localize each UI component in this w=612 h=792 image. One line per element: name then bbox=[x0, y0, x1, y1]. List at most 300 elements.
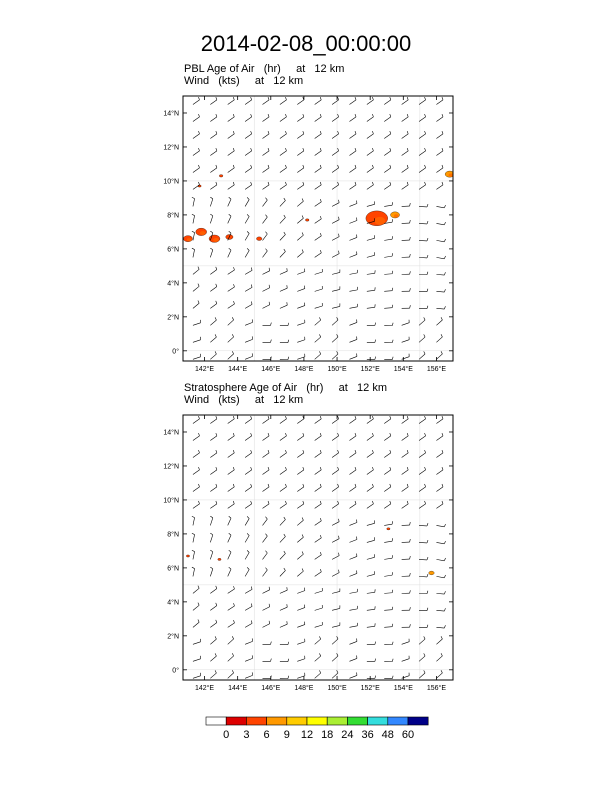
wind-barb bbox=[280, 323, 289, 326]
wind-barb bbox=[332, 467, 339, 474]
wind-barb bbox=[228, 248, 231, 257]
wind-barb bbox=[280, 587, 287, 593]
colorbar-swatch bbox=[408, 717, 428, 725]
wind-barb bbox=[245, 467, 252, 474]
colorbar bbox=[206, 717, 428, 741]
wind-barb bbox=[436, 148, 443, 155]
wind-barb bbox=[349, 623, 357, 627]
wind-barb bbox=[297, 450, 304, 457]
wind-barb bbox=[263, 182, 270, 189]
wind-barb bbox=[193, 267, 199, 275]
wind-barb bbox=[228, 214, 231, 223]
wind-barb bbox=[349, 520, 356, 526]
wind-barb bbox=[436, 334, 442, 342]
colorbar-swatch bbox=[287, 717, 307, 725]
wind-barb bbox=[263, 285, 270, 292]
wind-barb bbox=[367, 357, 376, 360]
wind-barb bbox=[297, 337, 305, 343]
wind-barb bbox=[210, 284, 216, 291]
wind-barb bbox=[349, 148, 356, 155]
y-tick-label: 12°N bbox=[163, 144, 179, 152]
wind-barb bbox=[315, 233, 322, 240]
x-tick-label: 144°E bbox=[228, 685, 248, 692]
wind-barb bbox=[332, 433, 339, 440]
wind-barb bbox=[349, 165, 356, 172]
wind-barb bbox=[245, 268, 252, 275]
wind-barb bbox=[210, 182, 217, 189]
wind-barb bbox=[349, 182, 356, 189]
colorbar-label: 9 bbox=[283, 729, 290, 741]
wind-barb bbox=[280, 357, 289, 360]
wind-barb bbox=[263, 467, 270, 474]
wind-barb bbox=[315, 182, 322, 189]
wind-barb bbox=[280, 467, 287, 474]
wind-barb bbox=[263, 232, 268, 241]
wind-barb bbox=[280, 450, 287, 457]
colorbar-swatch bbox=[226, 717, 246, 725]
wind-barb bbox=[280, 676, 289, 679]
wind-barb bbox=[280, 659, 289, 662]
wind-barb bbox=[367, 270, 375, 274]
wind-barb bbox=[315, 501, 322, 508]
wind-barb bbox=[263, 215, 268, 224]
wind-barb bbox=[280, 484, 287, 491]
wind-barb bbox=[315, 416, 322, 423]
chart-title: 2014-02-08_00:00:00 bbox=[200, 31, 412, 56]
wind-barb bbox=[297, 165, 304, 172]
wind-barb bbox=[349, 589, 357, 593]
wind-barb bbox=[384, 271, 393, 275]
wind-barb bbox=[192, 248, 195, 257]
wind-barb bbox=[419, 591, 428, 594]
wind-barb bbox=[280, 621, 287, 627]
wind-barb bbox=[384, 501, 391, 508]
wind-barb bbox=[419, 255, 428, 258]
wind-barb bbox=[315, 317, 321, 325]
wind-barb bbox=[384, 433, 391, 440]
wind-barb bbox=[210, 450, 217, 457]
wind-barb bbox=[384, 624, 393, 628]
wind-barb bbox=[297, 605, 305, 611]
wind-barb bbox=[280, 501, 287, 508]
wind-barb bbox=[297, 269, 305, 275]
wind-barb bbox=[384, 114, 391, 121]
wind-barb bbox=[384, 236, 392, 240]
wind-barb bbox=[315, 250, 322, 257]
wind-barb bbox=[210, 301, 216, 308]
wind-barb bbox=[228, 284, 235, 291]
wind-barb bbox=[263, 433, 270, 440]
colorbar-label: 6 bbox=[263, 729, 270, 741]
wind-barb bbox=[367, 623, 375, 627]
y-tick-label: 4°N bbox=[167, 280, 179, 288]
wind-barb bbox=[245, 319, 252, 325]
wind-barb bbox=[384, 148, 391, 155]
age-feature bbox=[219, 175, 223, 177]
wind-barb bbox=[297, 216, 303, 224]
wind-barb bbox=[332, 97, 339, 104]
wind-barb bbox=[332, 114, 339, 121]
wind-barb bbox=[402, 639, 410, 645]
wind-barb bbox=[384, 131, 391, 138]
wind-barb bbox=[402, 590, 411, 593]
wind-barb bbox=[402, 97, 409, 104]
wind-barb bbox=[228, 450, 235, 457]
wind-barb bbox=[384, 590, 393, 594]
wind-barb bbox=[280, 215, 285, 223]
wind-barb bbox=[193, 433, 200, 440]
age-feature-core bbox=[187, 238, 192, 241]
wind-barb bbox=[263, 131, 270, 138]
wind-barb bbox=[402, 271, 411, 274]
wind-barb bbox=[384, 642, 393, 645]
wind-barb bbox=[315, 605, 323, 610]
wind-barb bbox=[384, 288, 393, 292]
wind-barb bbox=[436, 114, 443, 121]
wind-barb bbox=[193, 603, 199, 611]
x-tick-label: 152°E bbox=[360, 685, 380, 692]
wind-barb bbox=[436, 239, 445, 242]
wind-barb bbox=[315, 484, 322, 491]
wind-barb bbox=[228, 267, 235, 274]
wind-barb bbox=[228, 131, 235, 138]
wind-barb bbox=[263, 340, 272, 343]
wind-barb bbox=[315, 450, 322, 457]
wind-barb bbox=[245, 620, 252, 627]
wind-barb bbox=[384, 572, 392, 576]
wind-barb bbox=[436, 541, 445, 544]
wind-barb bbox=[297, 535, 303, 543]
wind-barb bbox=[245, 672, 252, 678]
wind-barb bbox=[245, 433, 252, 440]
wind-barb bbox=[210, 114, 217, 121]
wind-barb bbox=[402, 624, 411, 627]
wind-barb bbox=[436, 575, 445, 578]
wind-barb bbox=[384, 555, 392, 559]
wind-barb bbox=[210, 317, 216, 325]
wind-barb bbox=[419, 221, 428, 224]
wind-barb bbox=[436, 653, 442, 661]
wind-barb bbox=[228, 550, 231, 559]
wind-barb bbox=[367, 114, 374, 121]
wind-barb bbox=[349, 501, 356, 508]
wind-barb bbox=[263, 323, 272, 326]
wind-barb bbox=[297, 320, 305, 326]
wind-barb bbox=[419, 557, 428, 560]
wind-barb bbox=[297, 303, 305, 309]
wind-barb bbox=[297, 131, 304, 138]
wind-barb bbox=[384, 659, 393, 662]
wind-barb bbox=[297, 416, 304, 423]
wind-barb bbox=[402, 254, 411, 257]
map-panel-2 bbox=[163, 415, 453, 692]
colorbar-label: 18 bbox=[321, 729, 334, 741]
wind-barb bbox=[228, 182, 235, 189]
wind-barb bbox=[228, 197, 231, 206]
map-frame bbox=[183, 96, 453, 361]
wind-barb bbox=[436, 256, 445, 259]
wind-barb bbox=[210, 97, 217, 104]
wind-barb bbox=[263, 568, 268, 577]
wind-barb bbox=[210, 351, 216, 359]
wind-barb bbox=[245, 214, 249, 223]
wind-barb bbox=[245, 301, 252, 308]
wind-barb bbox=[245, 484, 252, 491]
wind-barb bbox=[280, 416, 287, 423]
wind-barb bbox=[349, 217, 356, 223]
wind-barb bbox=[245, 638, 252, 644]
wind-barb bbox=[193, 450, 200, 457]
wind-barb bbox=[297, 656, 305, 662]
wind-barb bbox=[193, 131, 200, 138]
wind-barb bbox=[245, 416, 252, 423]
wind-barb bbox=[263, 551, 268, 560]
wind-barb bbox=[419, 204, 428, 207]
wind-barb bbox=[193, 97, 200, 104]
wind-barb bbox=[210, 131, 217, 138]
wind-barb bbox=[349, 270, 357, 274]
wind-barb bbox=[297, 97, 304, 104]
wind-barb bbox=[332, 416, 339, 423]
wind-barb bbox=[436, 351, 442, 359]
wind-barb bbox=[263, 114, 270, 121]
wind-barb bbox=[192, 214, 195, 223]
wind-barb bbox=[315, 334, 321, 342]
colorbar-label: 3 bbox=[243, 729, 250, 741]
wind-barb bbox=[384, 416, 391, 423]
wind-barb bbox=[367, 433, 374, 440]
wind-barb bbox=[367, 148, 374, 155]
wind-barb bbox=[193, 354, 201, 359]
wind-barb bbox=[367, 235, 375, 240]
wind-barb bbox=[263, 302, 270, 309]
wind-barb bbox=[367, 323, 376, 326]
wind-barb bbox=[280, 182, 287, 189]
wind-barb bbox=[402, 556, 411, 559]
wind-barb bbox=[349, 319, 356, 325]
y-tick-label: 12°N bbox=[163, 463, 179, 471]
colorbar-swatch bbox=[347, 717, 367, 725]
wind-barb bbox=[297, 199, 303, 207]
wind-barb bbox=[245, 501, 252, 508]
wind-barb bbox=[384, 357, 393, 360]
wind-barb bbox=[402, 673, 410, 679]
map-frame bbox=[183, 415, 453, 680]
wind-barb bbox=[297, 588, 305, 594]
wind-barb bbox=[192, 516, 195, 525]
wind-barb bbox=[193, 284, 199, 292]
wind-barb bbox=[297, 286, 305, 292]
wind-barb bbox=[297, 232, 303, 240]
wind-barb bbox=[228, 636, 234, 644]
wind-barb bbox=[436, 205, 445, 208]
wind-barb bbox=[280, 517, 285, 525]
y-tick-label: 14°N bbox=[163, 110, 179, 118]
wind-barb bbox=[193, 301, 199, 309]
y-tick-label: 14°N bbox=[163, 429, 179, 437]
wind-barb bbox=[349, 536, 356, 542]
wind-barb bbox=[332, 588, 340, 593]
wind-barb bbox=[349, 304, 357, 308]
wind-barb bbox=[419, 540, 428, 543]
panel2-title: Stratosphere Age of Air (hr) at 12 km bbox=[184, 382, 387, 394]
wind-barb bbox=[332, 450, 339, 457]
panel2-subtitle: Wind (kts) at 12 km bbox=[184, 394, 304, 406]
wind-barb bbox=[315, 199, 322, 206]
wind-barb bbox=[315, 670, 321, 678]
wind-barb bbox=[210, 567, 213, 576]
wind-barb bbox=[297, 484, 304, 491]
wind-barb bbox=[402, 484, 409, 491]
wind-barb bbox=[349, 97, 356, 104]
wind-barb bbox=[349, 251, 356, 257]
wind-barb bbox=[245, 567, 249, 576]
wind-barb bbox=[436, 501, 443, 508]
wind-barb bbox=[384, 202, 392, 206]
wind-barb bbox=[210, 165, 217, 172]
colorbar-swatch bbox=[206, 717, 226, 725]
wind-barb bbox=[210, 586, 216, 593]
wind-barb bbox=[402, 607, 411, 610]
wind-barb bbox=[228, 501, 235, 508]
wind-barb bbox=[315, 653, 321, 661]
y-tick-label: 0° bbox=[172, 348, 179, 356]
wind-barb bbox=[245, 655, 252, 661]
colorbar-swatch bbox=[307, 717, 327, 725]
wind-barb bbox=[384, 182, 391, 189]
wind-barb bbox=[367, 659, 376, 662]
wind-barb bbox=[402, 467, 409, 474]
wind-barb bbox=[315, 552, 322, 559]
wind-barb bbox=[315, 636, 321, 644]
wind-barb bbox=[280, 232, 285, 240]
wind-barb bbox=[436, 306, 445, 309]
wind-barb bbox=[263, 268, 270, 275]
wind-barb bbox=[384, 340, 393, 343]
wind-barb bbox=[210, 248, 213, 257]
colorbar-label: 0 bbox=[223, 729, 230, 741]
wind-barb bbox=[367, 589, 375, 593]
age-feature bbox=[256, 237, 261, 241]
wind-barb bbox=[402, 337, 410, 343]
wind-barb bbox=[402, 522, 411, 525]
map-panel-1 bbox=[163, 96, 454, 373]
wind-barb bbox=[332, 251, 339, 258]
wind-barb bbox=[228, 467, 235, 474]
wind-barb bbox=[315, 433, 322, 440]
wind-barb bbox=[263, 659, 272, 662]
wind-barb bbox=[349, 672, 356, 678]
wind-barb bbox=[402, 656, 410, 662]
wind-barb bbox=[297, 551, 303, 559]
wind-barb bbox=[280, 249, 285, 257]
wind-barb bbox=[384, 484, 391, 491]
wind-barb bbox=[210, 467, 217, 474]
colorbar-label: 24 bbox=[341, 729, 354, 741]
wind-barb bbox=[402, 114, 409, 121]
wind-barb bbox=[315, 269, 323, 274]
wind-barb bbox=[436, 558, 445, 561]
wind-barb bbox=[280, 302, 287, 308]
wind-barb bbox=[210, 214, 213, 223]
wind-barb bbox=[193, 165, 200, 172]
y-tick-label: 4°N bbox=[167, 599, 179, 607]
wind-barb bbox=[419, 608, 428, 611]
wind-barb bbox=[193, 639, 201, 644]
wind-barb bbox=[436, 670, 442, 678]
wind-barb bbox=[332, 234, 339, 241]
x-tick-label: 146°E bbox=[261, 366, 281, 373]
wind-barb bbox=[367, 554, 375, 559]
wind-barb bbox=[436, 182, 443, 189]
wind-barb bbox=[210, 267, 216, 274]
wind-barb bbox=[332, 303, 340, 308]
wind-barb bbox=[228, 567, 231, 576]
wind-barb bbox=[297, 501, 304, 508]
wind-barb bbox=[367, 252, 375, 257]
wind-barb bbox=[245, 533, 249, 542]
wind-barb bbox=[436, 591, 445, 594]
wind-barb bbox=[245, 182, 252, 189]
wind-barb bbox=[193, 501, 200, 508]
wind-barb bbox=[332, 182, 339, 189]
age-feature-core bbox=[374, 217, 385, 225]
wind-barb bbox=[245, 353, 252, 359]
wind-barb bbox=[349, 467, 356, 474]
wind-barb bbox=[228, 317, 234, 325]
wind-barb bbox=[245, 131, 252, 138]
x-tick-label: 144°E bbox=[228, 366, 248, 373]
colorbar-swatch bbox=[267, 717, 287, 725]
wind-barb bbox=[402, 131, 409, 138]
wind-barb bbox=[315, 131, 322, 138]
wind-barb bbox=[419, 523, 428, 526]
wind-barb bbox=[315, 148, 322, 155]
wind-barb bbox=[315, 97, 322, 104]
x-tick-label: 148°E bbox=[294, 366, 314, 373]
wind-barb bbox=[402, 416, 409, 423]
wind-barb bbox=[263, 198, 268, 207]
age-feature bbox=[305, 219, 309, 221]
wind-barb bbox=[263, 501, 270, 508]
wind-barb bbox=[367, 201, 375, 206]
wind-barb bbox=[280, 534, 285, 542]
wind-barb bbox=[332, 519, 339, 526]
wind-barb bbox=[280, 642, 289, 645]
wind-barb bbox=[315, 588, 323, 593]
wind-barb bbox=[436, 97, 443, 104]
wind-barb bbox=[315, 467, 322, 474]
wind-barb bbox=[367, 537, 375, 542]
wind-barb bbox=[384, 323, 393, 326]
wind-barb bbox=[193, 416, 200, 423]
wind-barb bbox=[193, 620, 199, 628]
y-tick-label: 6°N bbox=[167, 246, 179, 254]
wind-barb bbox=[315, 622, 323, 627]
wind-barb bbox=[402, 203, 411, 206]
wind-barb bbox=[210, 620, 216, 627]
colorbar-swatch bbox=[388, 717, 408, 725]
wind-barb bbox=[263, 148, 270, 155]
wind-barb bbox=[228, 416, 235, 423]
wind-barb bbox=[349, 484, 356, 491]
wind-barb bbox=[193, 320, 201, 325]
wind-barb bbox=[367, 642, 376, 645]
wind-barb bbox=[419, 238, 428, 241]
wind-barb bbox=[245, 248, 249, 257]
x-tick-label: 150°E bbox=[327, 685, 347, 692]
wind-barb bbox=[193, 484, 200, 491]
